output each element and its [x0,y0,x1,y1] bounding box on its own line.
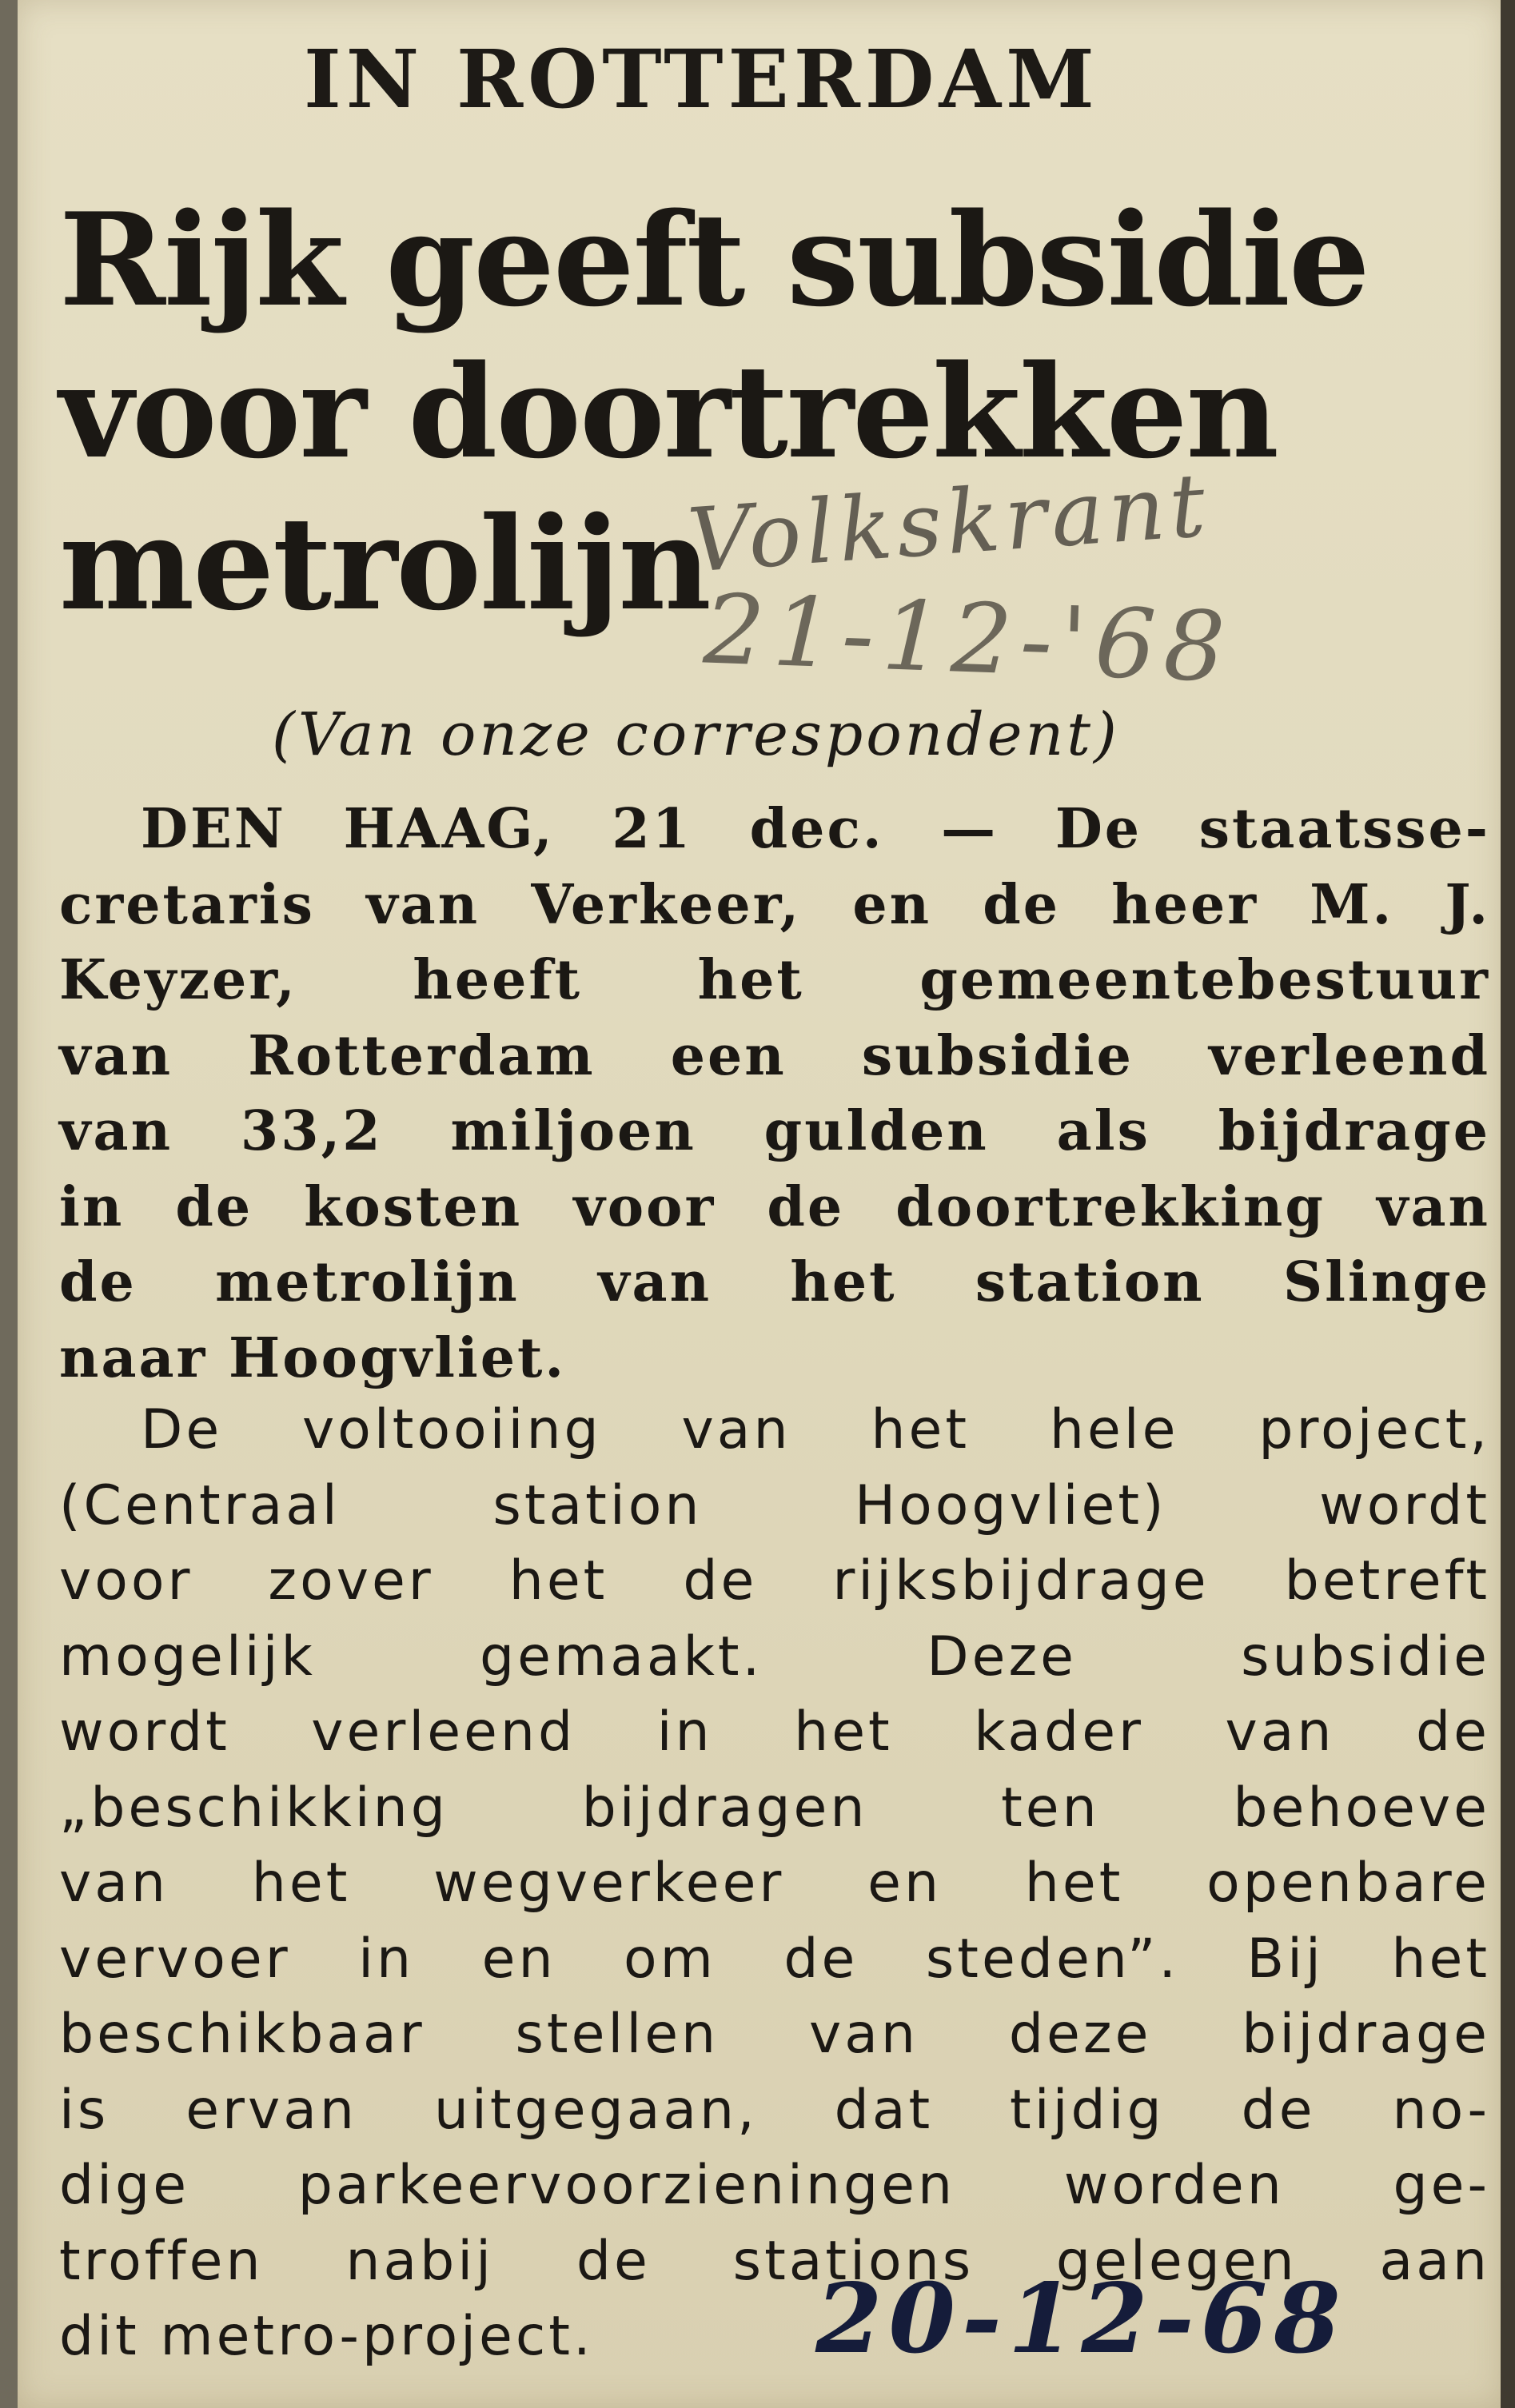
body-line: De voltooiing van het hele project, [141,1398,1490,1461]
kicker-heading: IN ROTTERDAM [304,32,1099,126]
lead-line: naar Hoogvliet. [59,1326,567,1390]
byline: (Van onze correspondent) [272,700,1120,769]
body-line: dige parkeervoorzieningen worden ge- [59,2154,1490,2217]
lead-paragraph [59,791,1490,1396]
body-line: is ervan uitgegaan, dat tijdig de no- [59,2078,1490,2142]
body-line: voor zover het de rijksbijdrage betreft [59,1549,1490,1613]
handwritten-date-top: 21-12-'68 [701,574,1235,704]
lead-line: DEN HAAG, 21 dec. — De staatsse- [141,797,1490,861]
lead-line: in de kosten voor de doortrekking van [59,1174,1490,1239]
body-line: dit metro-project. [59,2305,594,2368]
headline-line-1: Rijk geeft subsidie [59,185,1369,335]
lead-line: cretaris van Verkeer, en de heer M. J. [59,872,1490,937]
body-paragraph [59,1393,1490,2375]
handwritten-date-bottom: 20-12-68 [815,2262,1347,2375]
lead-line: van Rotterdam een subsidie verleend [59,1023,1490,1088]
body-line: wordt verleend in het kader van de [59,1700,1490,1764]
body-line: mogelijk gemaakt. Deze subsidie [59,1625,1490,1688]
lead-line: van 33,2 miljoen gulden als bijdrage [59,1099,1490,1163]
body-line: troffen nabij de stations gelegen aan [59,2229,1490,2293]
headline-line-2: voor doortrekken [59,337,1278,487]
body-line: (Centraal station Hoogvliet) wordt [59,1473,1490,1537]
headline-line-3: metrolijn [59,488,710,639]
body-line: van het wegverkeer en het openbare [59,1852,1490,1915]
headline [59,184,1369,640]
body-line: beschikbaar stellen van deze bijdrage [59,2003,1490,2066]
clipping-dark-edge [1501,0,1515,2408]
body-line: „beschikking bijdragen ten behoeve [59,1776,1490,1840]
body-line: vervoer in en om de steden”. Bij het [59,1927,1490,1991]
handwritten-newspaper-name: Volkskrant [684,453,1214,592]
lead-line: de metrolijn van het station Slinge [59,1250,1490,1314]
lead-line: Keyzer, heeft het gemeentebestuur [59,948,1490,1012]
